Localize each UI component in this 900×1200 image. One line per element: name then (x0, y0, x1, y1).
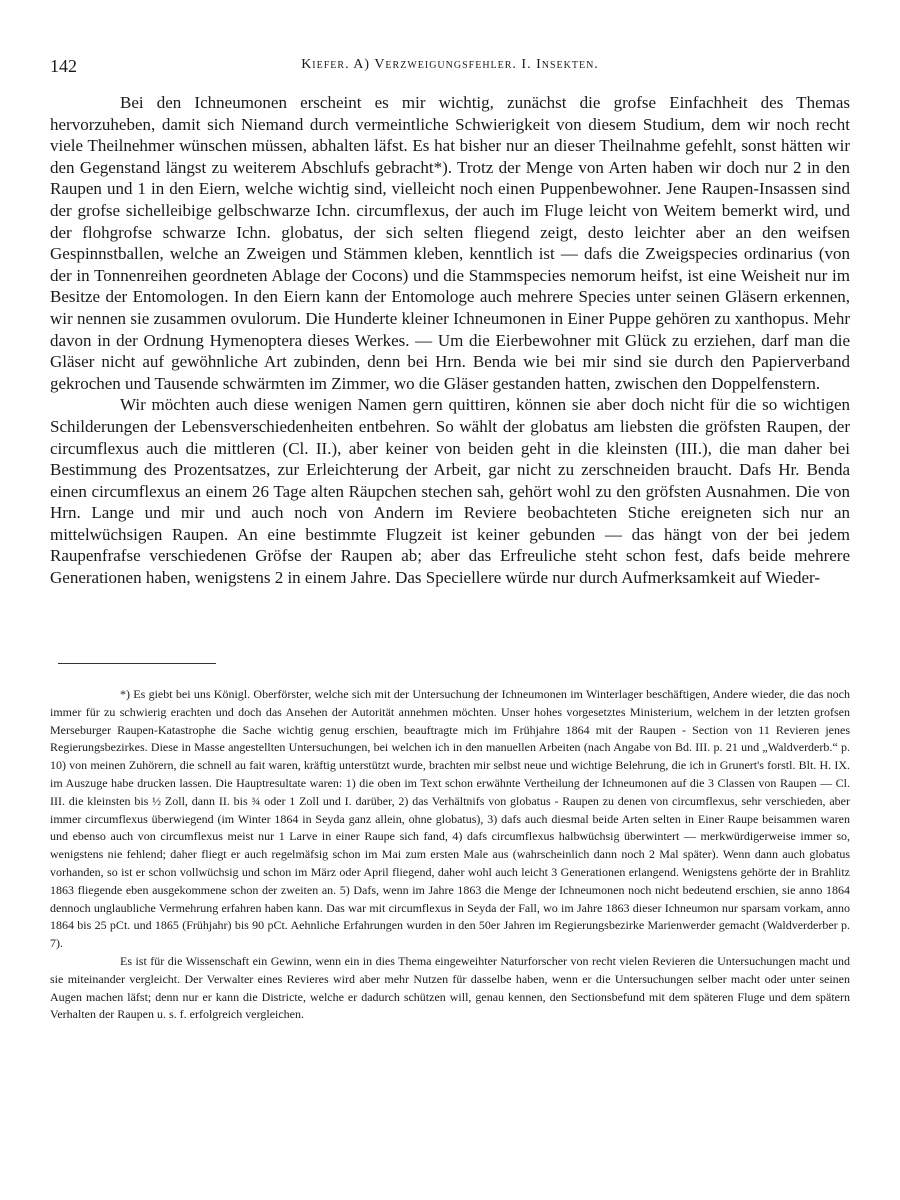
body-paragraph: Bei den Ichneumonen erscheint es mir wichtig, zunächst die grofse Einfachheit des Themas hervorzuheben, damit sich Niemand durch vermeintliche Schwierigkeit von diesem Studium, dem wir noch recht viele Theilnehmer wünschen müssen, abhalten läfst. Es hat bisher nur an dieser Theilnahme gefehlt, sonst hätten wir den Gegenstand längst zu weiterem Abschlufs gebracht*). Trotz der Menge von Arten haben wir doch nur 2 in den Raupen und 1 in den Eiern, welche wichtig sind, vielleicht noch einen Puppenbewohner. Jene Raupen-Insassen sind der grofse sichelleibige gelbschwarze Ichn. circumflexus, der auch im Fluge leicht von Weitem bemerkt wird, und der flohgrofse schwarze Ichn. globatus, der sich selten fliegend zeigt, desto leichter aber an den weifsen Gespinnstballen, welche an Zweigen und Stämmen kleben, kenntlich ist — dafs die Zweigspecies ordinarius (von der in Tonnenreihen geordneten Ablage der Cocons) und die Stammspecies nemorum heifst, ist eine Weisheit nur im Besitze der Entomologen. In den Eiern kann der Entomologe auch mehrere Species unter seinen Gläsern erkennen, wir nennen sie zusammen ovulorum. Die Hunderte kleiner Ichneumonen in Einer Puppe gehören zu xanthopus. Mehr davon in der Ordnung Hymenoptera dieses Werkes. — Um die Eierbewohner mit Glück zu erziehen, darf man die Gläser nicht auf gewöhnliche Art zubinden, denn bei Hrn. Benda wie bei mir sind sie durch den Papierverband gekrochen und Tausende schwärmten im Zimmer, wo die Gläser gestanden hatten, zwischen den Doppelfenstern. (50, 93, 850, 393)
page-header (50, 56, 850, 80)
footnote-paragraph: *) Es giebt bei uns Königl. Oberförster, welche sich mit der Untersuchung der Ichneumonen im Winterlager beschäftigen, Andere wieder, die das noch immer für zu schwierig erachten und doch das Ansehen der Autorität annehmen möchten. Unser hohes vorgesetztes Ministerium, welchem in der letzten grofsen Merseburger Raupen-Katastrophe die Sache wichtig genug erschien, beauftragte mich im Frühjahre 1864 mit der Raupen - Section von 11 Revieren jenes Regierungsbezirkes. Diese in Masse angestellten Untersuchungen, bei welchen ich in den manuellen Arbeiten (nach Angabe von Bd. III. p. 21 und „Waldverderb.“ p. 10) von meinen Zuhörern, die schnell au fait waren, kräftig unterstützt wurde, brachten mir selbst neue und wichtige Belehrung, die ich in Grunert's forstl. Blt. H. IX. im Auszuge habe drucken lassen. Die Hauptresultate waren: 1) die oben im Text schon erwähnte Vertheilung der Ichneumonen auf die 3 Classen von Raupen — Cl. III. die kleinsten bis ½ Zoll, dann II. bis ¾ oder 1 Zoll und I. darüber, 2) das Verhältnifs von globatus - Raupen zu denen von circumflexus, sehr verschieden, aber immer circumflexus überwiegend (im Winter 1864 in Seyda ganz allein, ohne globatus), 3) dafs auch diesmal beide Arten selten in Einer Raupe beisammen waren und ebenso auch von circumflexus meist nur 1 Larve in einer Raupe sich fand, 4) dafs circumflexus halbwüchsig überwintert — merkwürdigerweise immer so, wenigstens nie fehlend; daher fliegt er auch regelmäfsig schon im Mai zum ersten Male aus (wahrscheinlich dann noch 2 Mal später). Wenn dann auch globatus vorhanden, so ist er schon vollwüchsig und schon im März oder April fliegend, daher wohl auch leicht 3 Generationen erlangend. Wenigstens gehörte der in Brahlitz 1863 fliegende eben ausgekommene schon der zweiten an. 5) Dafs, wenn im Jahre 1863 die Menge der Ichneumonen noch nicht bedeutend erschien, sie anno 1864 dennoch unglaubliche Vermehrung erfahren haben kann. Das war mit circumflexus in Seyda der Fall, wo im Jahre 1863 dieser Ichneumon nur sparsam vorkam, anno 1864 bis 25 pCt. und 1865 (Frühjahr) bis 90 pCt. Aehnliche Erfahrungen wurden in den 50er Jahren im Regierungsbezirke Marienwerder gemacht (Waldverderber p. 7). (50, 687, 850, 951)
body-paragraph: Wir möchten auch diese wenigen Namen gern quittiren, können sie aber doch nicht für die so wichtigen Schilderungen der Lebensverschiedenheiten entbehren. So wählt der globatus am liebsten die gröfsten Raupen, der circumflexus auch die mittleren (Cl. II.), aber keiner von beiden geht in die kleinsten (III.), die man daher bei Bestimmung des Prozentsatzes, zur Erleichterung der Arbeit, gar nicht zu zerschneiden braucht. Dafs Hr. Benda einen circumflexus an einem 26 Tage alten Räupchen stechen sah, gehört wohl zu den gröfsten Ausnahmen. Die von Hrn. Lange und mir und auch noch von Andern im Reviere beobachteten Stiche ereigneten sich nur an mittelwüchsigen Raupen. An eine bestimmte Flugzeit ist keiner gebunden — das hängt von der bei jedem Raupenfrafse verschiedenen Gröfse der Raupen ab; aber das Erfreuliche steht schon fest, dafs beide mehrere Generationen haben, wenigstens 2 in einem Jahre. Das Speciellere würde nur durch Aufmerksamkeit auf Wieder- (50, 395, 850, 588)
running-head: Kiefer. A) Verzweigungsfehler. I. Insekten. (301, 57, 599, 72)
main-text (50, 92, 850, 589)
page-number: 142 (50, 56, 77, 76)
footnotes (50, 686, 850, 1024)
footnote-paragraph: Es ist für die Wissenschaft ein Gewinn, wenn ein in dies Thema eingeweihter Naturforscher von recht vielen Revieren die Untersuchungen macht und sie miteinander vergleicht. Der Verwalter eines Revieres wird aber mehr Nutzen für dasselbe haben, wenn er die Untersuchungen selber macht oder unter seinen Augen machen läfst; denn nur er kann die Districte, welche er dadurch schützen will, genau kennen, den Sectionsbefund mit dem späteren Fluge und dem spätern Verhalten der Raupen u. s. f. erfolgreich vergleichen. (50, 953, 850, 1022)
footnote-divider (58, 663, 216, 664)
